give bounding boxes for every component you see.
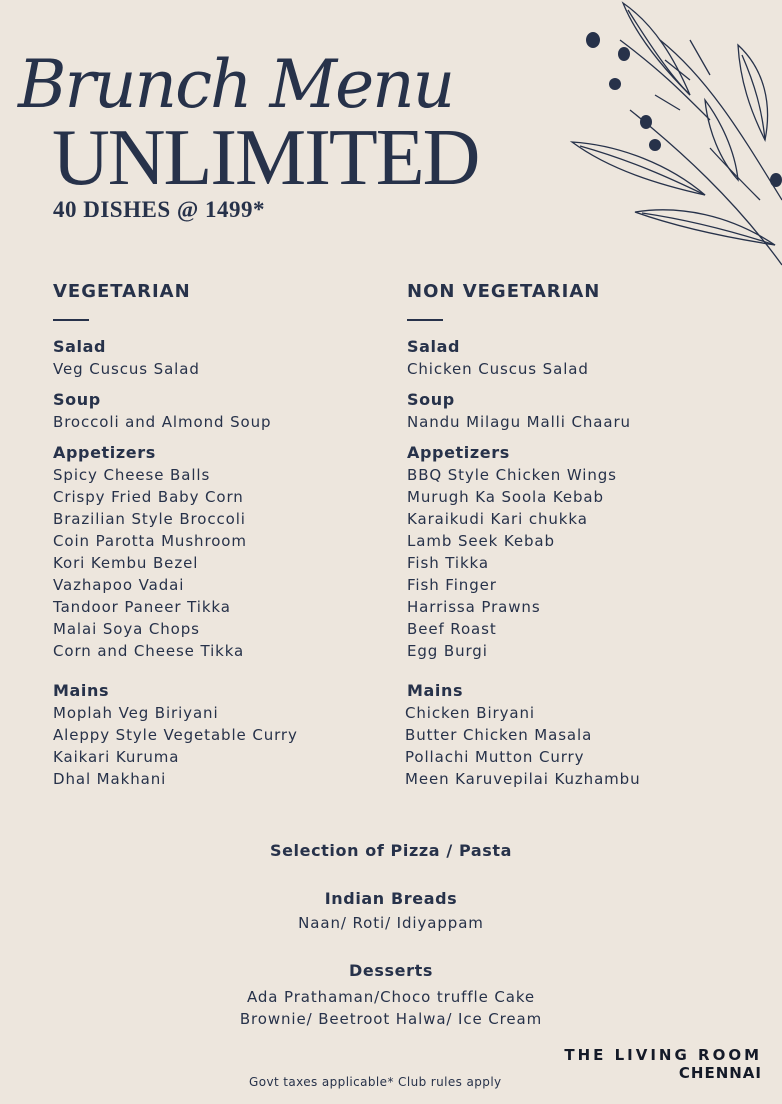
- menu-item: Karaikudi Kari chukka: [407, 510, 588, 528]
- menu-item: Harrissa Prawns: [407, 598, 541, 616]
- non-vegetarian-heading: NON VEGETARIAN: [407, 281, 601, 302]
- menu-item: Malai Soya Chops: [53, 620, 200, 638]
- menu-item: Brazilian Style Broccoli: [53, 510, 246, 528]
- menu-item: Ada Prathaman/Choco truffle Cake: [246, 988, 536, 1006]
- price-subtitle: 40 DISHES @ 1499*: [53, 197, 266, 222]
- page-title: UNLIMITED: [52, 114, 479, 202]
- menu-item: BBQ Style Chicken Wings: [407, 466, 617, 484]
- brand-logo: [564, 1045, 762, 1082]
- footer-note: Govt taxes applicable* Club rules apply: [249, 1075, 502, 1089]
- menu-item: Egg Burgi: [407, 642, 488, 660]
- mains-title: Mains: [407, 681, 464, 700]
- olive-branch-icon: [560, 0, 782, 270]
- brand-name: THE LIVING ROOM: [564, 1046, 762, 1064]
- salad-title: Salad: [53, 337, 107, 356]
- soup-title: Soup: [53, 390, 101, 409]
- menu-item: Tandoor Paneer Tikka: [53, 598, 231, 616]
- heading-divider: [53, 319, 89, 321]
- soup-title: Soup: [407, 390, 455, 409]
- menu-item: Moplah Veg Biriyani: [53, 704, 219, 722]
- indian-breads-title: Indian Breads: [324, 889, 458, 908]
- menu-item: Beef Roast: [407, 620, 497, 638]
- menu-item: Kori Kembu Bezel: [53, 554, 199, 572]
- menu-item: Broccoli and Almond Soup: [53, 413, 272, 431]
- menu-item: Meen Karuvepilai Kuzhambu: [405, 770, 641, 788]
- desserts-title: Desserts: [349, 961, 433, 980]
- vegetarian-column: [53, 280, 383, 790]
- heading-divider: [407, 319, 443, 321]
- mains-title: Mains: [53, 681, 110, 700]
- menu-item: Nandu Milagu Malli Chaaru: [407, 413, 631, 431]
- brand-city: CHENNAI: [678, 1064, 762, 1082]
- menu-item: Fish Finger: [407, 576, 497, 594]
- appetizers-title: Appetizers: [407, 443, 510, 462]
- menu-item: Dhal Makhani: [53, 770, 167, 788]
- menu-item: Crispy Fried Baby Corn: [53, 488, 244, 506]
- salad-title: Salad: [407, 337, 461, 356]
- menu-item: Naan/ Roti/ Idiyappam: [298, 914, 484, 932]
- menu-item: Kaikari Kuruma: [53, 748, 180, 766]
- menu-item: Pollachi Mutton Curry: [405, 748, 585, 766]
- menu-item: Chicken Biryani: [405, 704, 535, 722]
- menu-item: Brownie/ Beetroot Halwa/ Ice Cream: [239, 1010, 543, 1028]
- menu-item: Murugh Ka Soola Kebab: [407, 488, 604, 506]
- menu-item: Butter Chicken Masala: [405, 726, 593, 744]
- pizza-pasta-title: Selection of Pizza / Pasta: [269, 841, 513, 860]
- non-vegetarian-column: [407, 280, 737, 790]
- menu-item: Fish Tikka: [407, 554, 489, 572]
- menu-item: Veg Cuscus Salad: [53, 360, 200, 378]
- menu-item: Aleppy Style Vegetable Curry: [53, 726, 298, 744]
- menu-item: Lamb Seek Kebab: [407, 532, 555, 550]
- menu-item: Spicy Cheese Balls: [53, 466, 211, 484]
- menu-item: Corn and Cheese Tikka: [53, 642, 245, 660]
- menu-item: Coin Parotta Mushroom: [53, 532, 247, 550]
- appetizers-title: Appetizers: [53, 443, 156, 462]
- vegetarian-heading: VEGETARIAN: [53, 281, 191, 302]
- menu-item: Chicken Cuscus Salad: [407, 360, 589, 378]
- script-title: Brunch Menu: [18, 46, 454, 123]
- menu-item: Vazhapoo Vadai: [53, 576, 185, 594]
